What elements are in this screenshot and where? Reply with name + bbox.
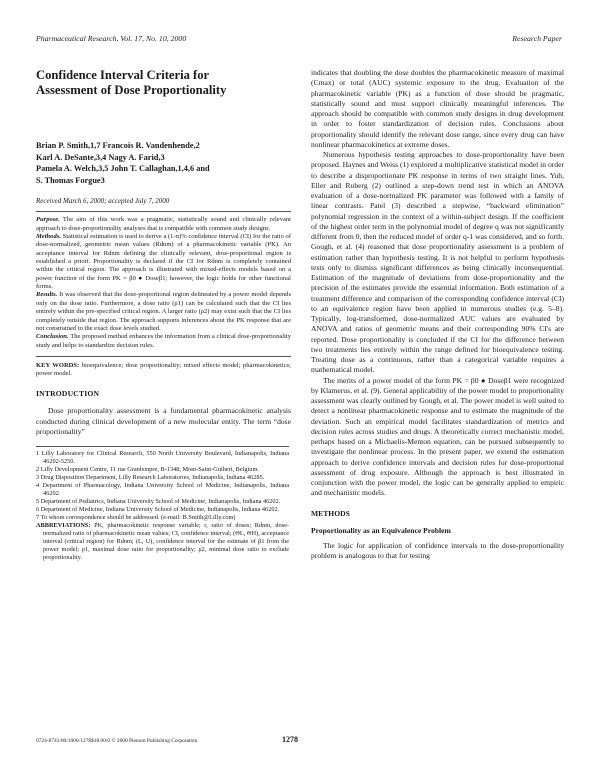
results-label: Results.	[36, 291, 58, 299]
methods-paragraph: The logic for application of confidence intervals to the dose-proportionality problem is analogous to that for testing	[311, 540, 564, 560]
purpose-label: Purpose.	[36, 216, 60, 224]
body-paragraph: Numerous hypothesis testing approaches to dose-proportionality have been proposed. Haynes and Weiss (1) explored a multiplicative statistical model in order to describe a disproportionate PK response in terms of two straight lines. Yuh, Eller and Ruberg (2) outlined a step-down trend test in which an ANOVA evaluation of a dose-normalized PK parameter was followed with a family of linear contrasts. Patel (3) described a stepwise, “backward elimination” polynomial regression in the context of a within-subject design. If the coefficient of the highest order term in the polynomial model of degree q was not significantly different from 0, then the reduced model of order q-1 was considered, and so forth. Gough, et al. (4) reasoned that dose proportionality assessment is a problem of estimation rather than hypothesis testing. It is not helpful to perform hypothesis tests only to dismiss significant differences as being clinically inconsequential. Estimation of the magnitude of deviations from dose-proportionality and the precision of the estimates provide the essential information. Both estimation of a treatment difference and comparison of the corresponding confidence interval (CI) to an equivalence region have been applied in numerous studies (e.g. 5–8). Typically, log-transformed, dose-normalized AUC values are evaluated by ANOVA and ratios of geometric means and their corresponding 90% CI's are reported. Dose proportionality is concluded if the CI for the difference between two treatments lies entirely within the range defined for bioequivalence testing. Treating dose as a continuous, rather than a categorical variable requires a mathematical model.	[311, 150, 564, 375]
results-text: It was observed that the dose-proportional region delineated by a power model depends only on the dose ratio. Furthermore, a dose ratio (ρ1) can be calculated such that the CI lies entirely within the pre-specified critical region. A larger ratio (ρ2) may exist such that the CI lies completely outside that region. The approach supports inferences about the PK response that are not constrained to the exact dose levels studied.	[36, 291, 291, 332]
footnote: 5 Department of Pediatrics, Indiana University School of Medicine, Indianapolis, Indiana 46202.	[36, 498, 281, 506]
conclusion-label: Conclusion.	[36, 333, 69, 341]
footnote: 7 To whom correspondence should be addressed. (e-mail: B.Smith@Lilly.com)	[36, 514, 236, 522]
divider	[36, 211, 291, 212]
purpose-text: The aim of this work was a pragmatic, statistically sound and clinically relevant approach to dose-proportionality analyses that is compatible with common study designs.	[36, 216, 291, 232]
footnotes	[36, 446, 289, 562]
abbreviations	[36, 522, 289, 562]
abbreviations-text: PK, pharmacokinetic response variable; r, ratio of doses; Rdnm, dose-normalized ratio of pharmacokinetic mean values; CI, confidence interval; (ΘL, ΘH), acceptance interval (critical region) for Rdnm; (L, U), confidence interval for the estimate of β1 from the power model; ρ1, maximal dose ratio for proportionality; ρ2, minimal dose ratio to exclude proportionality.	[43, 522, 289, 562]
paper-title: Confidence Interval Criteria for Assessment of Dose Proportionality	[36, 68, 227, 97]
author-list: Brian P. Smith,1,7 Francois R. Vandenhende,2 Karl A. DeSante,3,4 Nagy A. Farid,3 Pamela A. Welch,3,5 John T. Callaghan,1,4,6 and S. Thomas Forgue3	[36, 141, 210, 185]
footnote: 4 Department of Pharmacology, Indiana University School of Medicine, Indianapolis, Indiana 46202.	[36, 482, 289, 498]
body-paragraph: The merits of a power model of the form PK = β0 ● Doseβ1 were recognized by Klamerus, et al. (9). General applicability of the power model to proportionality assessment was clearly outlined by Gough, et al. The power model is well suited to detect a nonlinear pharmacokinetic response and to estimate the magnitude of the deviation. Such an empirical model facilitates standardization of metrics and decision rules across studies and drugs. A theoretically correct mechanistic model, perhaps based on a Michaelis-Menton equation, can be pursued subsequently to investigate the nonlinear process. In the present paper, we extend the estimation approach to derive confidence intervals and decision rules for dose-proportional assessment of drug exposure. Although the approach is best illustrated in conjunction with the power model, the logic can be generally applied to empiric and mechanistic models.	[311, 375, 564, 498]
footnote: 2 Lilly Development Centre, 11 rue Granbonpre, B-1348, Mont-Saint-Guibert, Belgium.	[36, 466, 259, 474]
right-column	[311, 68, 564, 561]
page-number: 1278	[282, 735, 298, 744]
methods-label: Methods.	[36, 233, 61, 241]
divider	[36, 356, 291, 357]
received-date: Received March 6, 2000; accepted July 7, 2000	[36, 197, 170, 206]
left-column	[36, 68, 291, 562]
intro-heading: INTRODUCTION	[36, 389, 100, 399]
body-paragraph: indicates that doubling the dose doubles the pharmacokinetic measure of maximal (Cmax) or total (AUC) systemic exposure to the drug. Evaluation of the pharmacokinetic variable (PK) as a function of dose should be pragmatic, statistically sound and must support clinically meaningful inferences. The approach should be compatible with common study designs in drug development in order to foster standardization of decision rules. Conclusions about proportionality should identify the relevant dose range, since every drug can have nonlinear pharmacokinetics at extreme doses.	[311, 68, 564, 149]
copyright: 0724-8741/00/1000-1278$18.00/0 © 2000 Plenum Publishing Corporation	[36, 738, 198, 744]
footnote: 1 Lilly Laboratory for Clinical Research, 550 North University Boulevard, Indianapolis, Indiana 46202-5250.	[36, 450, 289, 466]
abbreviations-label: ABBREVIATIONS:	[36, 522, 91, 530]
conclusion-text: The proposed method enhances the information from a clinical dose-proportionality study and helps to standardize decision rules.	[36, 333, 291, 349]
methods-text: Statistical estimation is used to derive a (1-α)% confidence interval (CI) for the ratio of dose-normalized, geometric mean values (Rdnm) of a pharmacokinetic variable (PK). An acceptance interval for Rdnm defining the clinically relevant, dose-proportional region is established a priori. Proportionality is declared if the CI for Rdnm is completely contained within the critical region. The approach is illustrated with mixed-effects models based on a power function of the form PK = β0 ● Doseβ1; however, the logic holds for other functional forms.	[36, 233, 292, 291]
article-type: Research Paper	[512, 34, 562, 43]
methods-subheading: Proportionality as an Equivalence Problem	[311, 525, 451, 535]
abstract	[36, 216, 291, 350]
keywords-text: bioequivalence; dose proportionality; mixed effects model; pharmacokinetics; power model.	[36, 361, 291, 378]
journal-header: Pharmaceutical Research, Vol. 17, No. 10, 2000	[36, 34, 187, 43]
methods-heading: METHODS	[311, 508, 350, 518]
footnote: 3 Drug Disposition Department, Lilly Research Laboratories, Indianapolis, Indiana 46285.	[36, 474, 265, 482]
intro-text: Dose proportionality assessment is a fundamental pharmacokinetic analysis conducted during clinical development of a new molecular entity. The term “dose proportionality”	[36, 406, 291, 436]
keywords-label: KEY WORDS:	[36, 361, 80, 369]
keywords	[36, 362, 291, 379]
footnote: 6 Department of Medicine, Indiana University School of Medicine, Indianapolis, Indiana 46202.	[36, 506, 280, 514]
